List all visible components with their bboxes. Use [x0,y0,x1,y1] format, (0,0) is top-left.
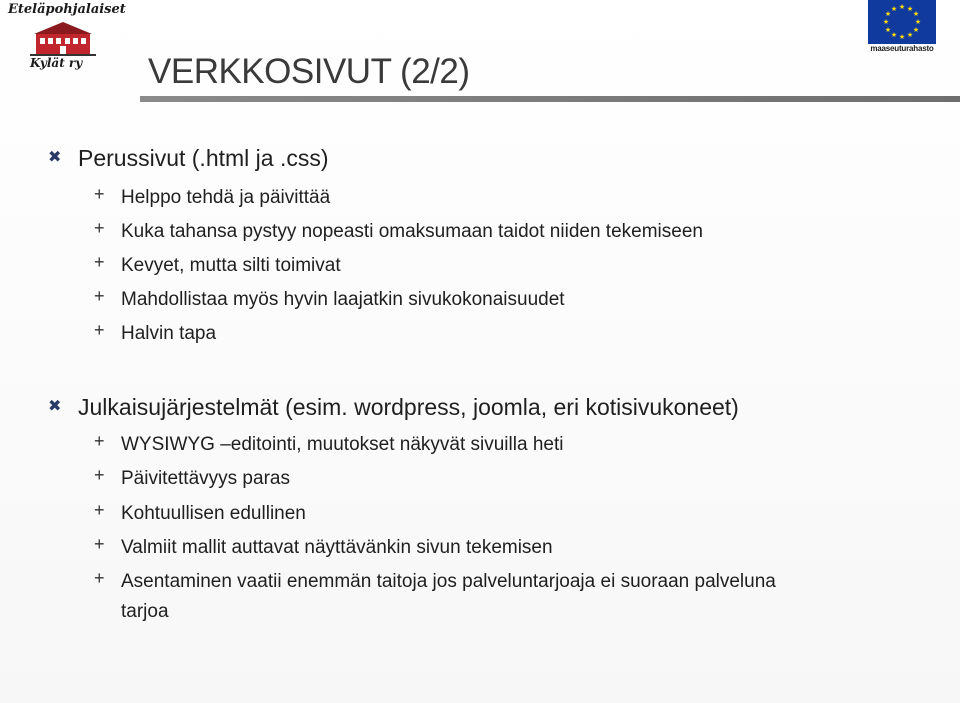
list-item-text: Asentaminen vaatii enemmän taitoja jos palveluntarjoaja ei suoraan palveluna [121,571,776,592]
svg-text:★: ★ [898,3,906,11]
plus-bullet-icon: + [94,534,105,554]
barn-icon [30,20,96,56]
x-bullet-icon: ✖ [48,398,62,415]
svg-text:★: ★ [906,31,914,39]
svg-text:★: ★ [882,18,890,26]
plus-bullet-icon: + [94,218,105,238]
list-item-text: Kohtuullisen edullinen [121,503,306,524]
plus-bullet-icon: + [94,286,105,306]
eu-label: maaseuturahasto [870,44,934,53]
logo [8,2,126,74]
list-item-text: Päivitettävyys paras [121,468,290,489]
list-item-text: Helppo tehdä ja päivittää [121,187,331,208]
svg-text:★: ★ [884,26,892,34]
plus-bullet-icon: + [94,320,105,340]
list-item-text: Kuka tahansa pystyy nopeasti omaksumaan taidot niiden tekemiseen [121,221,703,242]
plus-bullet-icon: + [94,568,105,588]
plus-bullet-icon: + [94,252,105,272]
eu-flag-icon [868,0,936,44]
slide-title: VERKKOSIVUT (2/2) [148,52,470,91]
eu-logo [868,0,936,54]
section-heading-text: Julkaisujärjestelmät (esim. wordpress, joomla, eri kotisivukoneet) [78,394,739,420]
title-rule [140,96,960,102]
section-heading-text: Perussivut (.html ja .css) [78,145,329,171]
list-item-text: Mahdollistaa myös hyvin laajatkin sivukokonaisuudet [121,289,565,310]
svg-text:★: ★ [890,5,898,13]
list-item-text: Halvin tapa [121,323,217,344]
plus-bullet-icon: + [94,500,105,520]
list-item-text: Valmiit mallit auttavat näyttävänkin sivun tekemisen [121,537,553,558]
svg-text:★: ★ [906,5,914,13]
x-bullet-icon: ✖ [48,149,62,166]
svg-text:★: ★ [912,26,920,34]
list-item-text: WYSIWYG –editointi, muutokset näkyvät sivuilla heti [121,434,564,455]
plus-bullet-icon: + [94,465,105,485]
list-item-text: tarjoa [121,601,169,622]
svg-text:★: ★ [912,10,920,18]
svg-text:★: ★ [890,31,898,39]
plus-bullet-icon: + [94,184,105,204]
svg-text:★: ★ [898,33,906,41]
logo-top-text: Eteläpohjalaiset [8,2,126,17]
plus-bullet-icon: + [94,431,105,451]
svg-text:★: ★ [914,18,922,26]
svg-text:★: ★ [884,10,892,18]
logo-bottom-text: Kylät ry [30,56,83,70]
list-item-text: Kevyet, mutta silti toimivat [121,255,341,276]
